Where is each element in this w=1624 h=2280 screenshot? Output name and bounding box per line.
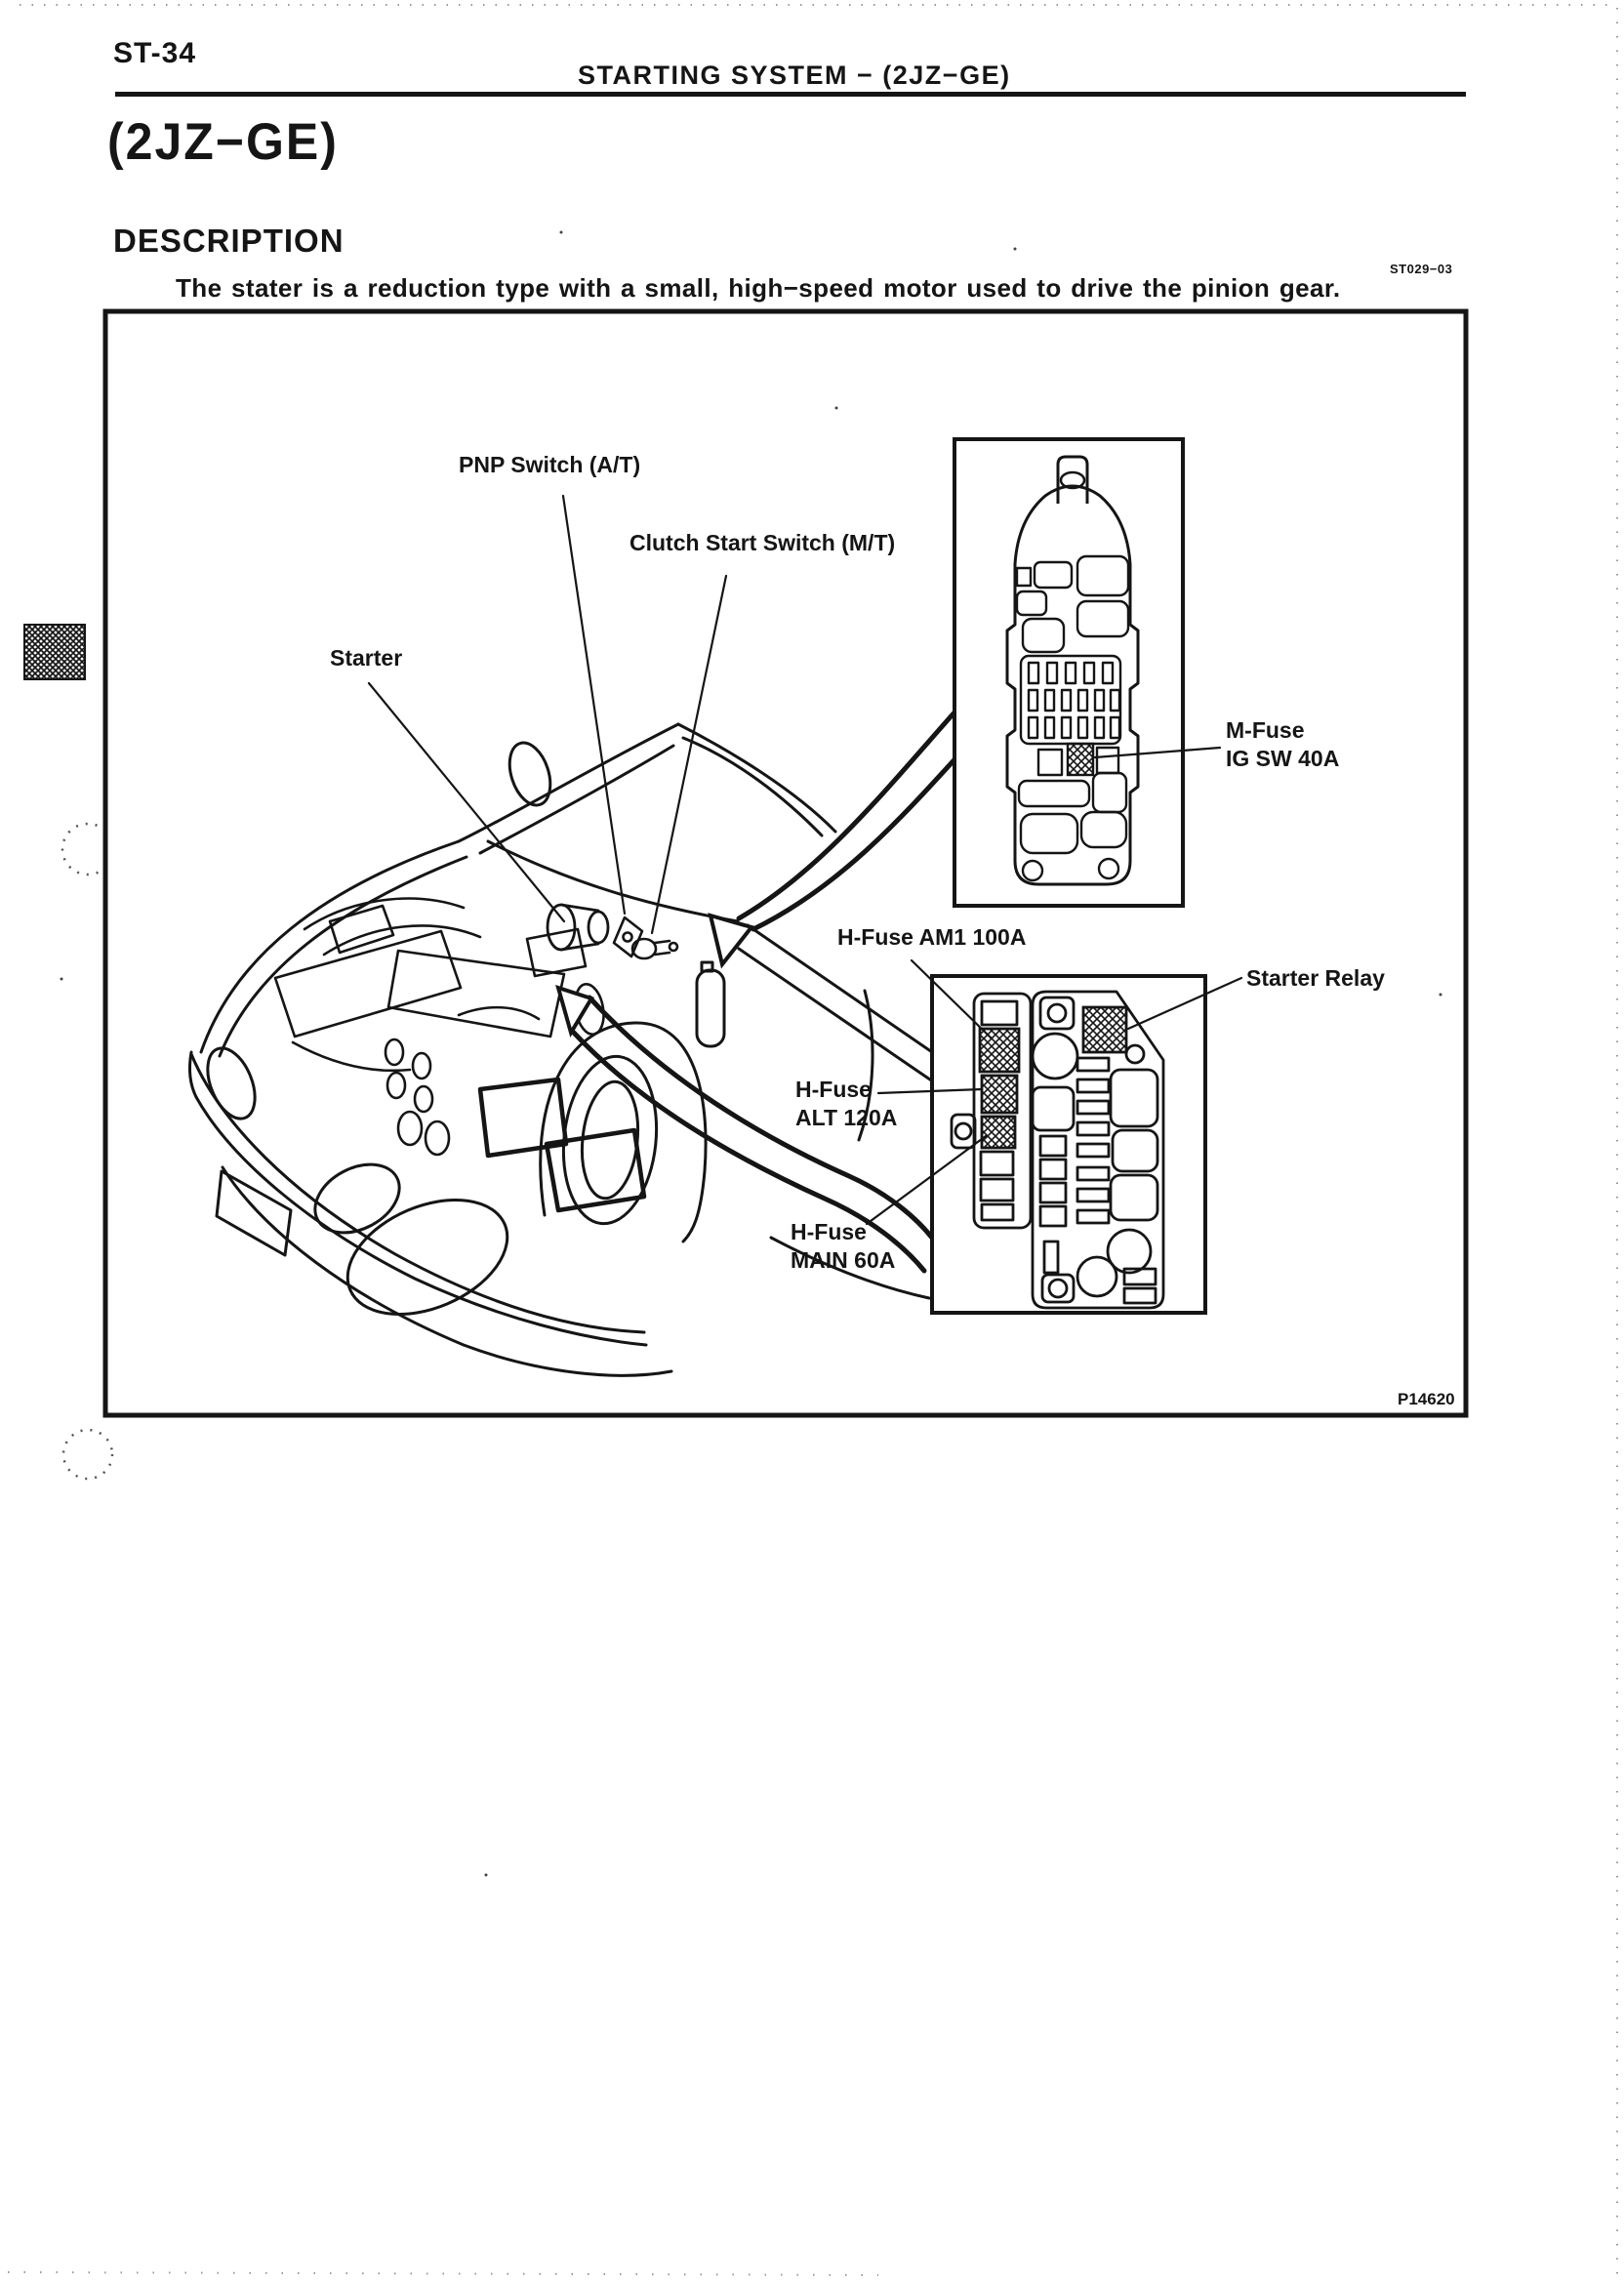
label-m-fuse — [1226, 716, 1339, 774]
label-h-fuse-alt-line1: H-Fuse — [795, 1077, 872, 1102]
figure-frame — [105, 311, 1466, 1415]
label-m-fuse-line2: IG SW 40A — [1226, 746, 1340, 772]
section-heading: DESCRIPTION — [113, 223, 345, 259]
label-h-fuse-main-line2: MAIN 60A — [791, 1247, 896, 1274]
h-fuse-alt-120a-hatched — [982, 1076, 1017, 1113]
page-title: (2JZ−GE) — [107, 112, 339, 171]
label-h-fuse-am1: H-Fuse AM1 100A — [837, 924, 1027, 950]
label-h-fuse-alt — [795, 1076, 897, 1133]
figure-code: P14620 — [1398, 1390, 1455, 1408]
label-h-fuse-alt-line2: ALT 120A — [795, 1105, 898, 1131]
label-pnp-switch: PNP Switch (A/T) — [459, 452, 641, 477]
label-starter-relay: Starter Relay — [1246, 965, 1385, 991]
label-h-fuse-main — [791, 1218, 895, 1276]
running-header: STARTING SYSTEM − (2JZ−GE) — [578, 61, 1011, 90]
page-number: ST-34 — [113, 37, 197, 69]
punch-hole-mark-bottom — [63, 1430, 112, 1479]
reference-code: ST029−03 — [1390, 262, 1453, 276]
starter-relay-hatched — [1083, 1007, 1126, 1052]
label-starter: Starter — [330, 645, 403, 671]
h-fuse-am1-100a-hatched — [980, 1029, 1019, 1072]
description-paragraph: The stater is a reduction type with a small, high−speed motor used to drive the pinion gear. — [176, 273, 1341, 303]
engine-fusebox-inset — [954, 439, 1183, 906]
binding-mark — [24, 625, 85, 679]
label-clutch-start-switch: Clutch Start Switch (M/T) — [629, 530, 896, 555]
label-m-fuse-line1: M-Fuse — [1226, 717, 1305, 743]
label-h-fuse-main-line1: H-Fuse — [791, 1219, 867, 1244]
h-fuse-main-60a-hatched — [982, 1117, 1015, 1148]
ig-sw-40a-fuse-hatched — [1068, 744, 1093, 775]
